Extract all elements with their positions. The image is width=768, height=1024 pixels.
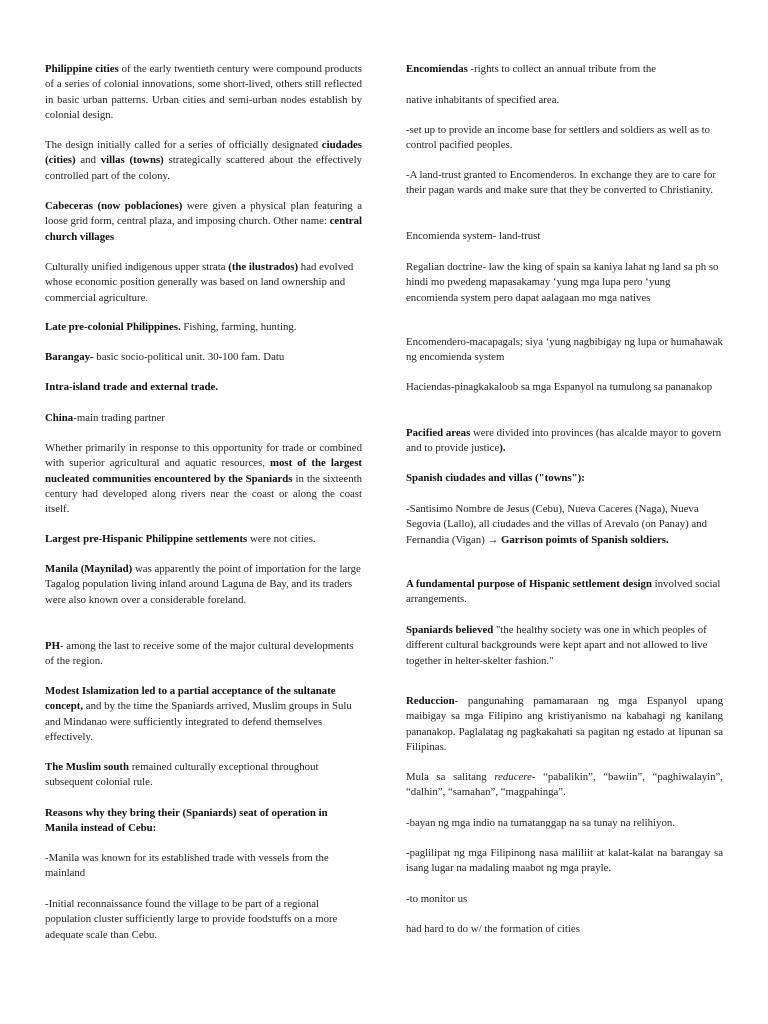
paragraph-haciendas bbox=[406, 380, 723, 395]
paragraph-text: Culturally unified indigenous upper strata bbox=[45, 261, 229, 273]
term-villas: villas (towns) bbox=[100, 154, 164, 167]
paragraph-barangay bbox=[45, 350, 362, 365]
paragraph-text: had evolved whose economic position generally was based on land ownership and commercial agriculture. bbox=[45, 261, 354, 304]
term-late-pre-colonial: Late pre-colonial Philippines. bbox=[45, 321, 181, 333]
paragraph-text: - “pabalikin”, “bawiin”, “paghiwalayin”, “dalhin”, “samahan”, “magpahinga”. bbox=[406, 771, 723, 799]
paragraph-text: The design initially called for a series of officially designated bbox=[45, 139, 322, 151]
paragraph-spaniards-believed bbox=[406, 623, 723, 669]
paragraph-text: -Manila was known for its established trade with vessels from the mainland bbox=[45, 852, 329, 880]
term-central-church-villages: central church villages bbox=[45, 215, 362, 243]
paragraph-encomendero bbox=[406, 335, 723, 366]
paragraph-text: strategically scattered about the effectively controlled part of the colony. bbox=[45, 154, 362, 182]
paragraph-text: -set up to provide an income base for settlers and soldiers as well as to control pacified peoples. bbox=[406, 124, 711, 152]
paragraph-text: in the sixteenth century had developed along rivers near the coast or along the coast itself. bbox=[45, 472, 362, 516]
paragraph-late-pre-colonial bbox=[45, 320, 362, 335]
term-reducere: reducere bbox=[494, 771, 532, 783]
paragraph-china bbox=[45, 411, 362, 426]
paragraph-pacified-areas bbox=[406, 426, 723, 457]
paragraph-text: "the healthy society was one in which peoples of different cultural backgrounds were kept apart and not allowed to live together in helter-skelter fashion." bbox=[406, 624, 708, 667]
paragraph-reduccion bbox=[406, 694, 723, 755]
paragraph-text: - pangunahing pamamaraan ng mga Espanyol upang maibigay sa mga Filipino ang kristiyanismo na kabahagi ng kanilang pananakop. Paglalatag ng pagkakahati sa pagitan ng estado at lipunan sa Filipinas. bbox=[406, 695, 723, 753]
paragraph-text: and by the time the Spaniards arrived, Muslim groups in Sulu and Mindanao were sufficiently integrated to defend themselves effectively. bbox=[45, 700, 352, 743]
paragraph-fundamental-purpose bbox=[406, 577, 723, 608]
term-philippine-cities: Philippine cities bbox=[45, 63, 119, 75]
term-china: China bbox=[45, 412, 74, 424]
paragraph-text: -to monitor us bbox=[406, 893, 468, 905]
paragraph-text: were not cities. bbox=[247, 533, 316, 545]
paragraph-text: involved social arrangements. bbox=[406, 578, 721, 606]
paragraph-islamization bbox=[45, 684, 362, 745]
paragraph-manila bbox=[45, 562, 362, 608]
term-cabeceras: Cabeceras (now poblaciones) bbox=[45, 200, 183, 212]
paragraph-ph bbox=[45, 639, 362, 670]
term-reasons: Reasons why they bring their (Spaniards) seat of operation in Manila instead of Cebu: bbox=[45, 807, 328, 835]
paragraph-text: Whether primarily in response to this opportunity for trade or combined with superior agricultural and aquatic resources, bbox=[45, 442, 362, 470]
term-islamization: Modest Islamization led to a partial acceptance of the sultanate concept, bbox=[45, 685, 336, 713]
paragraph-ciudades-villas-heading bbox=[406, 471, 723, 486]
term-intra-island-trade: Intra-island trade and external trade. bbox=[45, 381, 219, 393]
paragraph-text: basic socio-political unit. 30-100 fam. Datu bbox=[93, 351, 285, 363]
term-largest-communities: most of the largest nucleated communities encountered by the Spaniards bbox=[45, 457, 362, 485]
paragraph-land-trust bbox=[406, 168, 723, 199]
term-spanish-ciudades: Spanish ciudades and villas ("towns"): bbox=[406, 472, 585, 484]
paragraph-native-inhabitants bbox=[406, 93, 723, 108]
paragraph-encomiendas bbox=[406, 62, 723, 77]
paragraph-text: -paglilipat ng mga Filipinong nasa maliliit at kalat-kalat na barangay sa isang lugar na madaling maabot ng mga prayle. bbox=[406, 847, 723, 875]
paragraph-text: Regalian doctrine- law the king of spain sa kaniya lahat ng land sa ph so hindi mo pwedeng mapasakamay ‘yung mga lupa pero ‘yung encomienda system pero dapat aalagaan mo mga natives bbox=[406, 261, 719, 304]
paragraph-text: and bbox=[75, 154, 101, 167]
paragraph-text: -Initial reconnaissance found the village to be part of a regional population cluster sufficiently large to provide foodstuffs on a more adequate scale than Cebu. bbox=[45, 898, 338, 941]
paragraph-text: was apparently the point of importation for the large Tagalog population living inland around Laguna de Bay, and its traders were also known over a considerable foreland. bbox=[45, 563, 361, 606]
paragraph-encomienda-system bbox=[406, 229, 723, 244]
arrow-right-icon: → bbox=[487, 533, 499, 546]
paragraph-text: -rights to collect an annual tribute from the bbox=[467, 63, 657, 75]
paragraph-paglilipat bbox=[406, 846, 723, 877]
paragraph-text: Haciendas-pinagkakaloob sa mga Espanyol na tumulong sa pananakop bbox=[406, 381, 713, 393]
term-ilustrados: (the ilustrados) bbox=[228, 261, 299, 273]
paragraph-bayan-ng-indio bbox=[406, 816, 723, 831]
paragraph-ciudades-list bbox=[406, 502, 723, 548]
paragraph-cabeceras bbox=[45, 199, 362, 245]
term-pacified-areas: Pacified areas bbox=[406, 427, 471, 439]
paragraph-text: Encomendero-macapagals; siya ‘yung nagbibigay ng lupa or humahawak ng encomienda system bbox=[406, 336, 723, 364]
paragraph-text: -bayan ng mga indio na tumatanggap na sa tunay na relihiyon. bbox=[406, 817, 675, 829]
term-ph: PH bbox=[45, 640, 60, 652]
paragraph-punctuation: ). bbox=[499, 442, 506, 455]
term-manila: Manila (Maynilad) bbox=[45, 563, 133, 575]
paragraph-text: -Santisimo Nombre de Jesus (Cebu), Nueva Caceres (Naga), Nueva Segovia (Lallo), all ciudades and the villas of Arevalo (on Panay) and Fernandia (Vigan) bbox=[406, 503, 708, 546]
paragraph-reducere bbox=[406, 770, 723, 801]
paragraph-muslim-south bbox=[45, 760, 362, 791]
paragraph-nucleated-communities bbox=[45, 441, 362, 517]
term-settlements: Largest pre-Hispanic Philippine settlements bbox=[45, 533, 248, 545]
term-encomiendas: Encomiendas bbox=[406, 63, 468, 75]
paragraph-text: Fishing, farming, hunting. bbox=[180, 321, 297, 333]
paragraph-reason-trade bbox=[45, 851, 362, 882]
term-barangay: Barangay- bbox=[45, 351, 94, 363]
paragraph-text: -A land-trust granted to Encomenderos. In exchange they are to care for their pagan wards and make sure that they be converted to Christianity. bbox=[406, 169, 716, 197]
paragraph-text: - among the last to receive some of the major cultural developments of the region. bbox=[45, 640, 354, 668]
paragraph-text: Mula sa salitang bbox=[406, 771, 495, 783]
paragraph-text: native inhabitants of specified area. bbox=[406, 94, 560, 106]
term-fundamental-purpose: A fundamental purpose of Hispanic settlement design bbox=[406, 578, 652, 590]
paragraph-reasons-heading bbox=[45, 806, 362, 837]
term-ciudades: ciudades (cities) bbox=[45, 139, 362, 167]
paragraph-philippine-cities bbox=[45, 62, 362, 123]
paragraph-income-base bbox=[406, 123, 723, 154]
paragraph-formation-of-cities bbox=[406, 922, 723, 937]
paragraph-text: had hard to do w/ the formation of cities bbox=[406, 923, 580, 935]
paragraph-to-monitor bbox=[406, 892, 723, 907]
paragraph-text: were divided into provinces (has alcalde mayor to govern and to provide justice bbox=[406, 427, 722, 455]
paragraph-text: of the early twentieth century were compound products of a series of colonial innovations, some short-lived, others still reflected in basic urban patterns. Urban cities and semi-urban nodes establish by colonial design. bbox=[45, 63, 362, 121]
paragraph-reason-reconnaissance bbox=[45, 897, 362, 943]
paragraph-text: remained culturally exceptional throughout subsequent colonial rule. bbox=[45, 761, 319, 789]
paragraph-ilustrados bbox=[45, 260, 362, 306]
term-spaniards-believed: Spaniards believed bbox=[406, 624, 494, 636]
term-reduccion: Reduccion bbox=[406, 695, 455, 707]
paragraph-design bbox=[45, 138, 362, 184]
paragraph-text: were given a physical plan featuring a loose grid form, central plaza, and imposing church. Other name: bbox=[45, 200, 362, 228]
paragraph-trade bbox=[45, 380, 362, 395]
term-garrison-points: Garrison poimts of Spanish soldiers. bbox=[498, 533, 669, 546]
paragraph-text: Encomienda system- land-trust bbox=[406, 230, 541, 242]
paragraph-regalian-doctrine bbox=[406, 260, 723, 306]
paragraph-text: -main trading partner bbox=[73, 412, 165, 424]
term-muslim-south: The Muslim south bbox=[45, 761, 129, 773]
paragraph-settlements bbox=[45, 532, 362, 547]
